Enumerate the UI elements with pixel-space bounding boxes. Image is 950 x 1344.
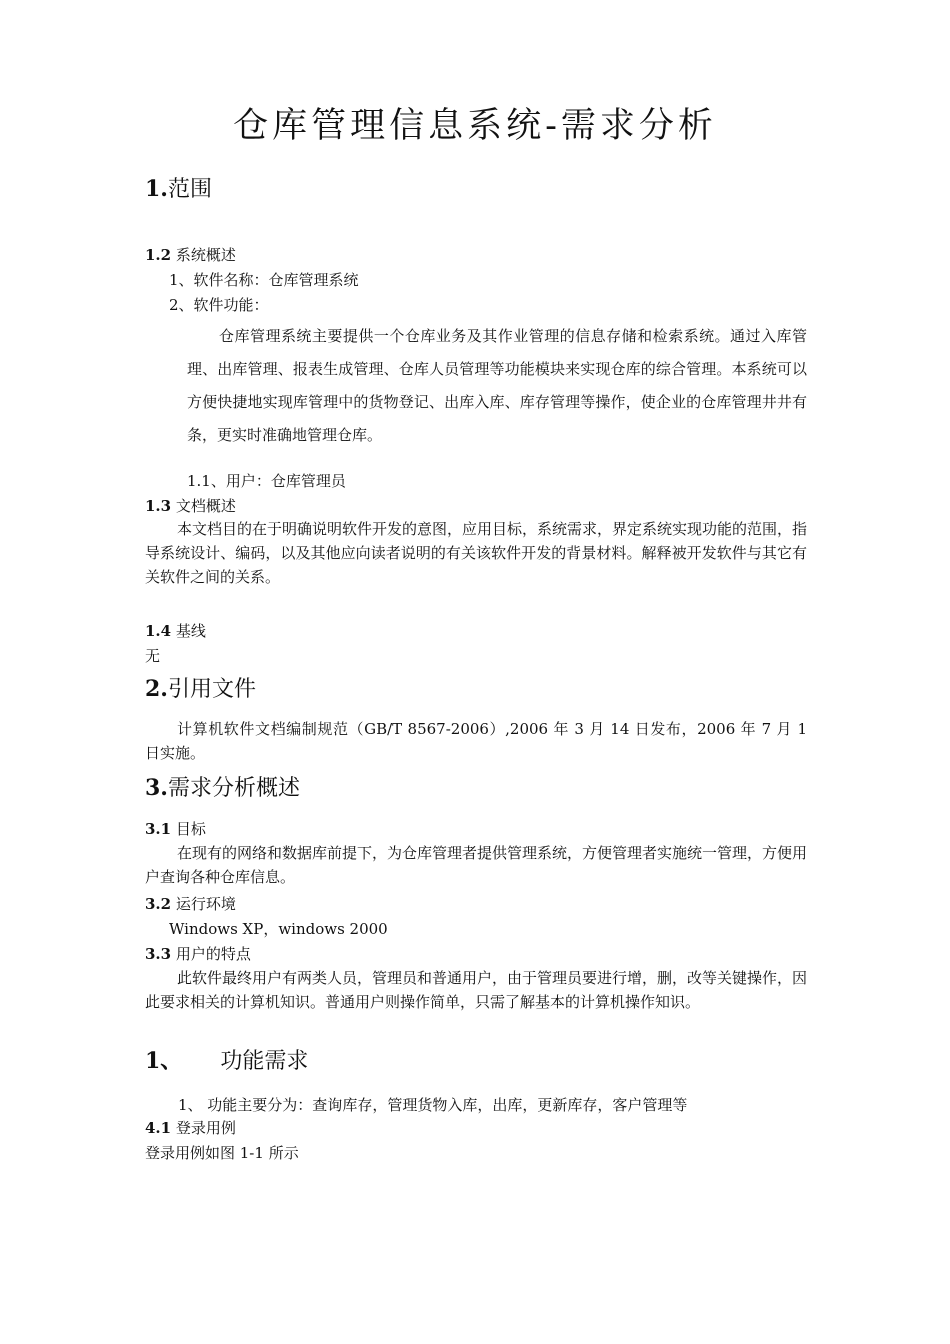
section-label: 运行环境 bbox=[175, 895, 236, 913]
references-paragraph: 计算机软件文档编制规范（GB/T 8567-2006）,2006 年 3 月 14 日发布，2006 年 7 月 1 日实施。 bbox=[145, 720, 807, 762]
document-title: 仓库管理信息系统-需求分析 bbox=[233, 106, 717, 146]
document-overview-paragraph: 本文档目的在于明确说明软件开发的意图，应用目标，系统需求，界定系统实现功能的范围，指导系统设计、编码，以及其他应向读者说明的有关该软件开发的背景材料。解释被开发软件与其它有关软件之间的关系。 bbox=[145, 520, 808, 586]
section-label: 文档概述 bbox=[175, 497, 236, 515]
section-number: 3.1 bbox=[145, 820, 172, 838]
section-number: 3.2 bbox=[145, 895, 172, 913]
section-number: 1、 bbox=[145, 1048, 183, 1074]
section-label: 目标 bbox=[175, 820, 206, 838]
section-3-heading bbox=[145, 771, 300, 802]
section-number: 3. bbox=[145, 775, 168, 801]
section-number: 4.1 bbox=[145, 1119, 172, 1137]
section-label: 系统概述 bbox=[175, 246, 236, 264]
function-list-item: 1、 功能主要分为：查询库存，管理货物入库，出库，更新库存，客户管理等 bbox=[178, 1096, 688, 1114]
section-label: 登录用例 bbox=[175, 1119, 236, 1137]
section-1-4-heading bbox=[145, 620, 206, 641]
section-1-3-heading bbox=[145, 495, 236, 516]
login-use-case-caption: 登录用例如图 1-1 所示 bbox=[145, 1144, 299, 1162]
baseline-value: 无 bbox=[145, 647, 161, 665]
section-2-heading bbox=[145, 672, 256, 703]
section-3-1-heading bbox=[145, 818, 206, 839]
section-number: 1.2 bbox=[145, 246, 172, 264]
section-label: 功能需求 bbox=[220, 1049, 309, 1074]
runtime-environment-value: Windows XP，windows 2000 bbox=[169, 920, 388, 938]
section-1-heading bbox=[145, 172, 212, 203]
section-label: 用户的特点 bbox=[175, 945, 251, 963]
section-4-heading bbox=[145, 1044, 308, 1075]
goal-paragraph: 在现有的网络和数据库前提下，为仓库管理者提供管理系统，方便管理者实施统一管理，方便用户查询各种仓库信息。 bbox=[145, 844, 808, 886]
software-function-item: 2、软件功能： bbox=[169, 296, 269, 314]
section-3-3-heading bbox=[145, 943, 251, 964]
section-number: 3.3 bbox=[145, 945, 172, 963]
section-number: 1.3 bbox=[145, 497, 172, 515]
section-number: 2. bbox=[145, 676, 168, 702]
section-label: 需求分析概述 bbox=[167, 776, 300, 801]
section-label: 引用文件 bbox=[167, 677, 256, 702]
software-name-item: 1、软件名称：仓库管理系统 bbox=[169, 271, 359, 289]
section-4-1-heading bbox=[145, 1117, 236, 1138]
section-label: 基线 bbox=[175, 622, 206, 640]
software-function-paragraph: 仓库管理系统主要提供一个仓库业务及其作业管理的信息存储和检索系统。通过入库管理、出库管理、报表生成管理、仓库人员管理等功能模块来实现仓库的综合管理。本系统可以方便快捷地实现库管理中的货物登记、出库入库、库存管理等操作，使企业的仓库管理井井有条，更实时准确地管理仓库。 bbox=[187, 327, 807, 444]
section-label: 范围 bbox=[167, 177, 212, 202]
section-3-2-heading bbox=[145, 893, 236, 914]
user-item: 1.1、用户：仓库管理员 bbox=[187, 472, 346, 490]
section-1-2-heading bbox=[145, 244, 236, 265]
section-number: 1. bbox=[145, 176, 168, 202]
section-number: 1.4 bbox=[145, 622, 172, 640]
user-characteristics-paragraph: 此软件最终用户有两类人员，管理员和普通用户，由于管理员要进行增，删，改等关键操作，因此要求相关的计算机知识。普通用户则操作简单，只需了解基本的计算机操作知识。 bbox=[145, 969, 808, 1011]
